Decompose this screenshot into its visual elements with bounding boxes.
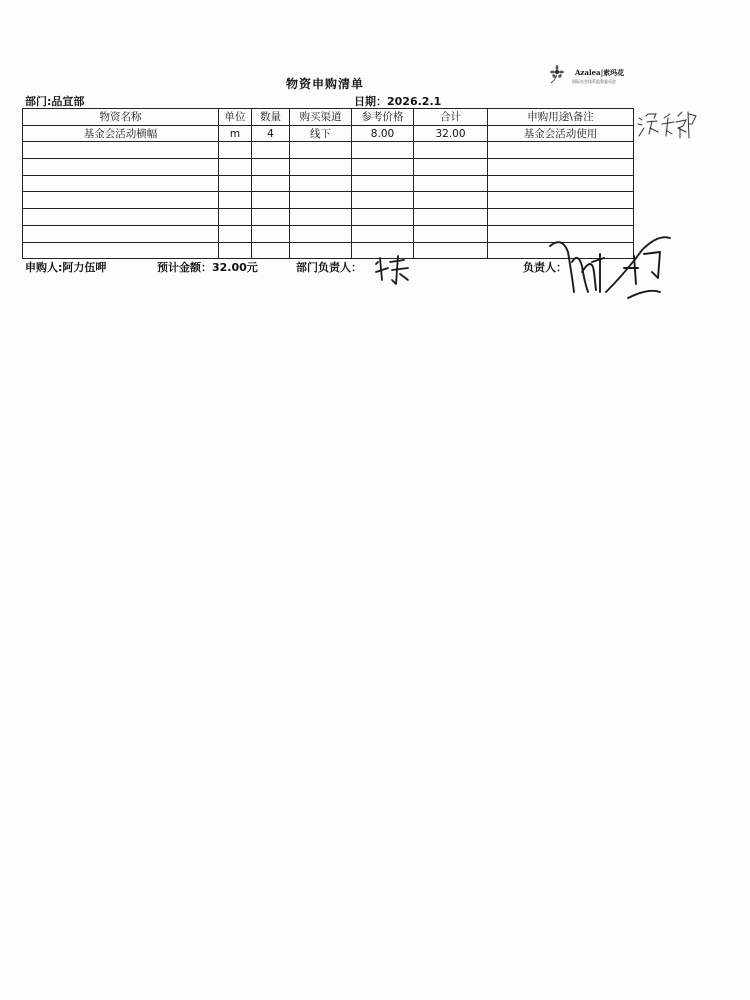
department-label: 部门:品宣部 — [25, 95, 85, 108]
cell-unit — [219, 142, 252, 159]
responsible-signature — [548, 232, 676, 306]
cell-purpose-remark — [488, 142, 634, 159]
header-unit: 单位 — [219, 109, 252, 126]
cell-channel — [290, 159, 352, 176]
cell-total — [414, 209, 488, 226]
cell-quantity — [252, 142, 290, 159]
cell-channel — [290, 209, 352, 226]
table-row — [23, 192, 634, 209]
header-quantity: 数量 — [252, 109, 290, 126]
applicant-label: 申购人:阿力伍呷 — [25, 261, 107, 274]
cell-total — [414, 142, 488, 159]
cell-purpose-remark — [488, 192, 634, 209]
cell-total — [414, 175, 488, 192]
header-total: 合计 — [414, 109, 488, 126]
cell-unit — [219, 175, 252, 192]
cell-unit — [219, 242, 252, 259]
cell-channel: 线下 — [290, 125, 352, 142]
table-row — [23, 225, 634, 242]
cell-quantity — [252, 192, 290, 209]
table-row — [23, 142, 634, 159]
cell-reference-price — [352, 142, 414, 159]
cell-purpose-remark — [488, 175, 634, 192]
purchase-table — [22, 108, 634, 259]
cell-channel — [290, 242, 352, 259]
cell-reference-price — [352, 192, 414, 209]
document-title: 物资申购清单 — [285, 77, 364, 91]
cell-total — [414, 242, 488, 259]
cell-total — [414, 159, 488, 176]
cell-unit — [219, 209, 252, 226]
cell-channel — [290, 175, 352, 192]
cell-unit — [219, 159, 252, 176]
cell-item-name: 基金会活动横幅 — [23, 125, 219, 142]
cell-reference-price — [352, 225, 414, 242]
cell-reference-price — [352, 209, 414, 226]
cell-item-name — [23, 225, 219, 242]
cell-unit: m — [219, 125, 252, 142]
cell-purpose-remark — [488, 209, 634, 226]
cell-channel — [290, 142, 352, 159]
dept-head-label: 部门负责人： — [296, 261, 362, 274]
cell-channel — [290, 225, 352, 242]
logo-english-name: Azalea|索玛花 — [575, 68, 625, 77]
header-item-name: 物资名称 — [23, 109, 219, 126]
cell-item-name — [23, 159, 219, 176]
table-header-row — [23, 109, 634, 126]
handwritten-margin-note — [636, 108, 698, 142]
cell-unit — [219, 225, 252, 242]
responsible-label: 负责人： — [523, 261, 567, 274]
header-reference-price: 参考价格 — [352, 109, 414, 126]
cell-total — [414, 225, 488, 242]
cell-quantity — [252, 209, 290, 226]
estimated-amount-label: 预计金额：32.00元 — [157, 261, 258, 274]
cell-purpose-remark — [488, 159, 634, 176]
cell-total: 32.00 — [414, 125, 488, 142]
table-row — [23, 209, 634, 226]
cell-item-name — [23, 142, 219, 159]
dept-head-signature — [370, 250, 412, 290]
table-row — [23, 159, 634, 176]
cell-quantity — [252, 159, 290, 176]
table-row — [23, 242, 634, 259]
cell-item-name — [23, 242, 219, 259]
cell-unit — [219, 192, 252, 209]
cell-channel — [290, 192, 352, 209]
cell-reference-price — [352, 175, 414, 192]
organization-logo — [548, 64, 638, 90]
header-purpose-remark: 申购用途\备注 — [488, 109, 634, 126]
header-channel: 购买渠道 — [290, 109, 352, 126]
cell-item-name — [23, 192, 219, 209]
cell-item-name — [23, 209, 219, 226]
logo-subtitle: 国际社会体系监督委员会 — [572, 79, 616, 84]
cell-reference-price — [352, 159, 414, 176]
cell-purpose-remark: 基金会活动使用 — [488, 125, 634, 142]
cell-reference-price: 8.00 — [352, 125, 414, 142]
cell-quantity — [252, 225, 290, 242]
cell-quantity: 4 — [252, 125, 290, 142]
table-row — [23, 175, 634, 192]
date-label: 日期：2026.2.1 — [354, 95, 442, 108]
flower-logo-icon — [548, 64, 574, 86]
cell-quantity — [252, 242, 290, 259]
table-row — [23, 125, 634, 142]
cell-total — [414, 192, 488, 209]
cell-item-name — [23, 175, 219, 192]
cell-quantity — [252, 175, 290, 192]
